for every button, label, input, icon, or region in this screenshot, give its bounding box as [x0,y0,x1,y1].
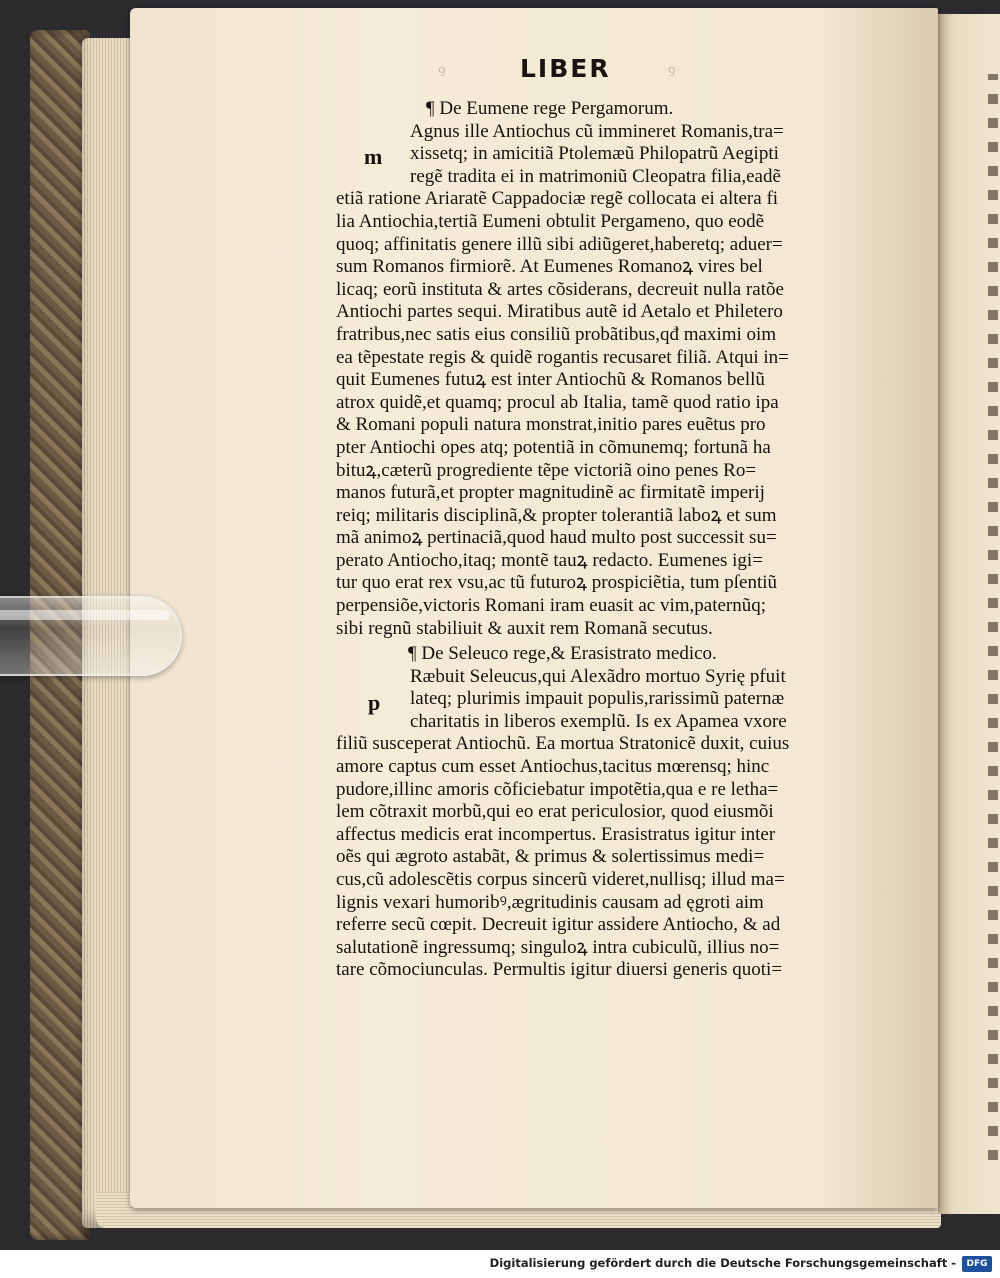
facing-page-text [988,74,998,1174]
text-line: sibi regnũ stabiliuit & auxit rem Romanã secutus. [336,617,713,639]
text-line: oẽs qui ægroto astabãt, & primus & solertissimus medi= [336,846,765,868]
footer-bar [0,1250,1000,1278]
text-line: xissetq; in amicitiã Ptolemæũ Philopatrũ Aegipti [410,143,779,165]
text-line: bituꝝ,cæterũ progrediente tẽpe victoriã oino penes Ro= [336,459,757,481]
text-line: Antiochi partes sequi. Miratibus autẽ id Aetalo et Philetero [336,301,783,323]
text-line: charitatis in liberos exemplũ. Is ex Apamea vxore [410,710,787,732]
text-line: lignis vexari humoribꝰ,ægritudinis causam ad ęgroti aim [336,891,764,913]
running-head: LIBER [520,54,611,83]
clamp-highlight [0,610,170,620]
text-line: quit Eumenes futuꝝ est inter Antiochũ & Romanos bellũ [336,369,765,391]
text-line: pter Antiochi opes atq; potentiã in cõmunemq; fortunã ha [336,436,771,458]
text-line: regẽ tradita ei in matrimoniũ Cleopatra filia,eadẽ [410,165,781,187]
bleed-through-right: ꝰ [668,60,680,84]
text-line: amore captus cum esset Antiochus,tacitus mœrensq; hinc [336,755,770,777]
text-line: lem cõtraxit morbũ,qui eo erat periculosior, quod eiusmõi [336,801,774,823]
section-eumenes [336,98,876,640]
funding-credit: Digitalisierung gefördert durch die Deutsche Forschungsgemeinschaft - [489,1256,956,1270]
dfg-logo-icon: DFG [962,1256,992,1272]
text-line: lateq; plurimis impauit populis,rarissimũ paternæ [410,688,785,710]
text-line: Ræbuit Seleucus,qui Alexãdro mortuo Syrię pfuit [410,665,786,687]
text-line: perpensiõe,victoris Romani iram euasit ac vim,paternũq; [336,595,767,617]
text-line: ea tẽpestate regis & quidẽ rogantis recusaret filiã. Atqui in= [336,346,789,368]
text-line: pudore,illinc amoris cõficiebatur impotẽtia,qua e re letha= [336,778,779,800]
text-line: manos futurã,et propter magnitudinẽ ac firmitatẽ imperij [336,482,765,504]
text-line: fratribus,nec satis eius consiliũ probãtibus,qđ maximi oim [336,323,777,345]
section-title-eumenes: ¶ De Eumene rege Pergamorum. [426,98,674,119]
text-line: referre secũ cœpit. Decreuit igitur assidere Antiocho, & ad [336,914,781,936]
section-seleucus [336,643,876,982]
text-line: cus,cũ adolescẽtis corpus sincerũ videret,nullisq; illud ma= [336,868,785,890]
text-line: licaq; eorũ instituta & artes cõsiderans, decreuit nulla ratõe [336,278,784,300]
text-line: tare cõmociunculas. Permultis igitur diuersi generis quoti= [336,959,783,981]
text-line: atrox quidẽ,et quamq; procul ab Italia, tamẽ quod ratio ipa [336,391,779,413]
text-line: Agnus ille Antiochus cũ immineret Romanis,tra= [410,120,784,142]
text-line: tur quo erat rex vsu,ac tũ futuroꝝ prospiciẽtia, tum pſentiũ [336,572,778,594]
text-line: filiũ susceperat Antiochũ. Ea mortua Stratonicẽ duxit, cuius [336,733,790,755]
text-line: salutationẽ ingressumq; singuloꝝ intra cubiculũ, illius no= [336,936,780,958]
guide-letter-m: m [364,144,383,169]
text-line: affectus medicis erat incompertus. Erasistratus igitur inter [336,823,776,845]
text-line: etiã ratione Ariaratẽ Cappadociæ regẽ collocata ei altera fi [336,188,779,210]
text-line: & Romani populi natura monstrat,initio pares euẽtus pro [336,414,766,436]
text-line: perato Antiocho,itaq; montẽ tauꝝ redacto. Eumenes igi= [336,549,763,571]
bleed-through-left: ꝰ [438,60,450,84]
facing-page [938,14,1000,1214]
section-title-seleucus: ¶ De Seleuco rege,& Erasistrato medico. [408,643,717,664]
text-line: mã animoꝝ pertinaciã,quod haud multo post successit su= [336,527,777,549]
text-line: lia Antiochia,tertiã Eumeni obtulit Pergameno, quo eodẽ [336,210,765,232]
text-line: sum Romanos firmiorẽ. At Eumenes Romanoꝝ vires bel [336,256,763,278]
glass-page-clamp [0,596,182,676]
text-line: reiq; militaris disciplinã,& propter tolerantiã laboꝝ et sum [336,504,777,526]
text-line: quoq; affinitatis genere illũ sibi adiũgeret,haberetq; aduer= [336,233,783,255]
guide-letter-p: p [368,690,381,715]
